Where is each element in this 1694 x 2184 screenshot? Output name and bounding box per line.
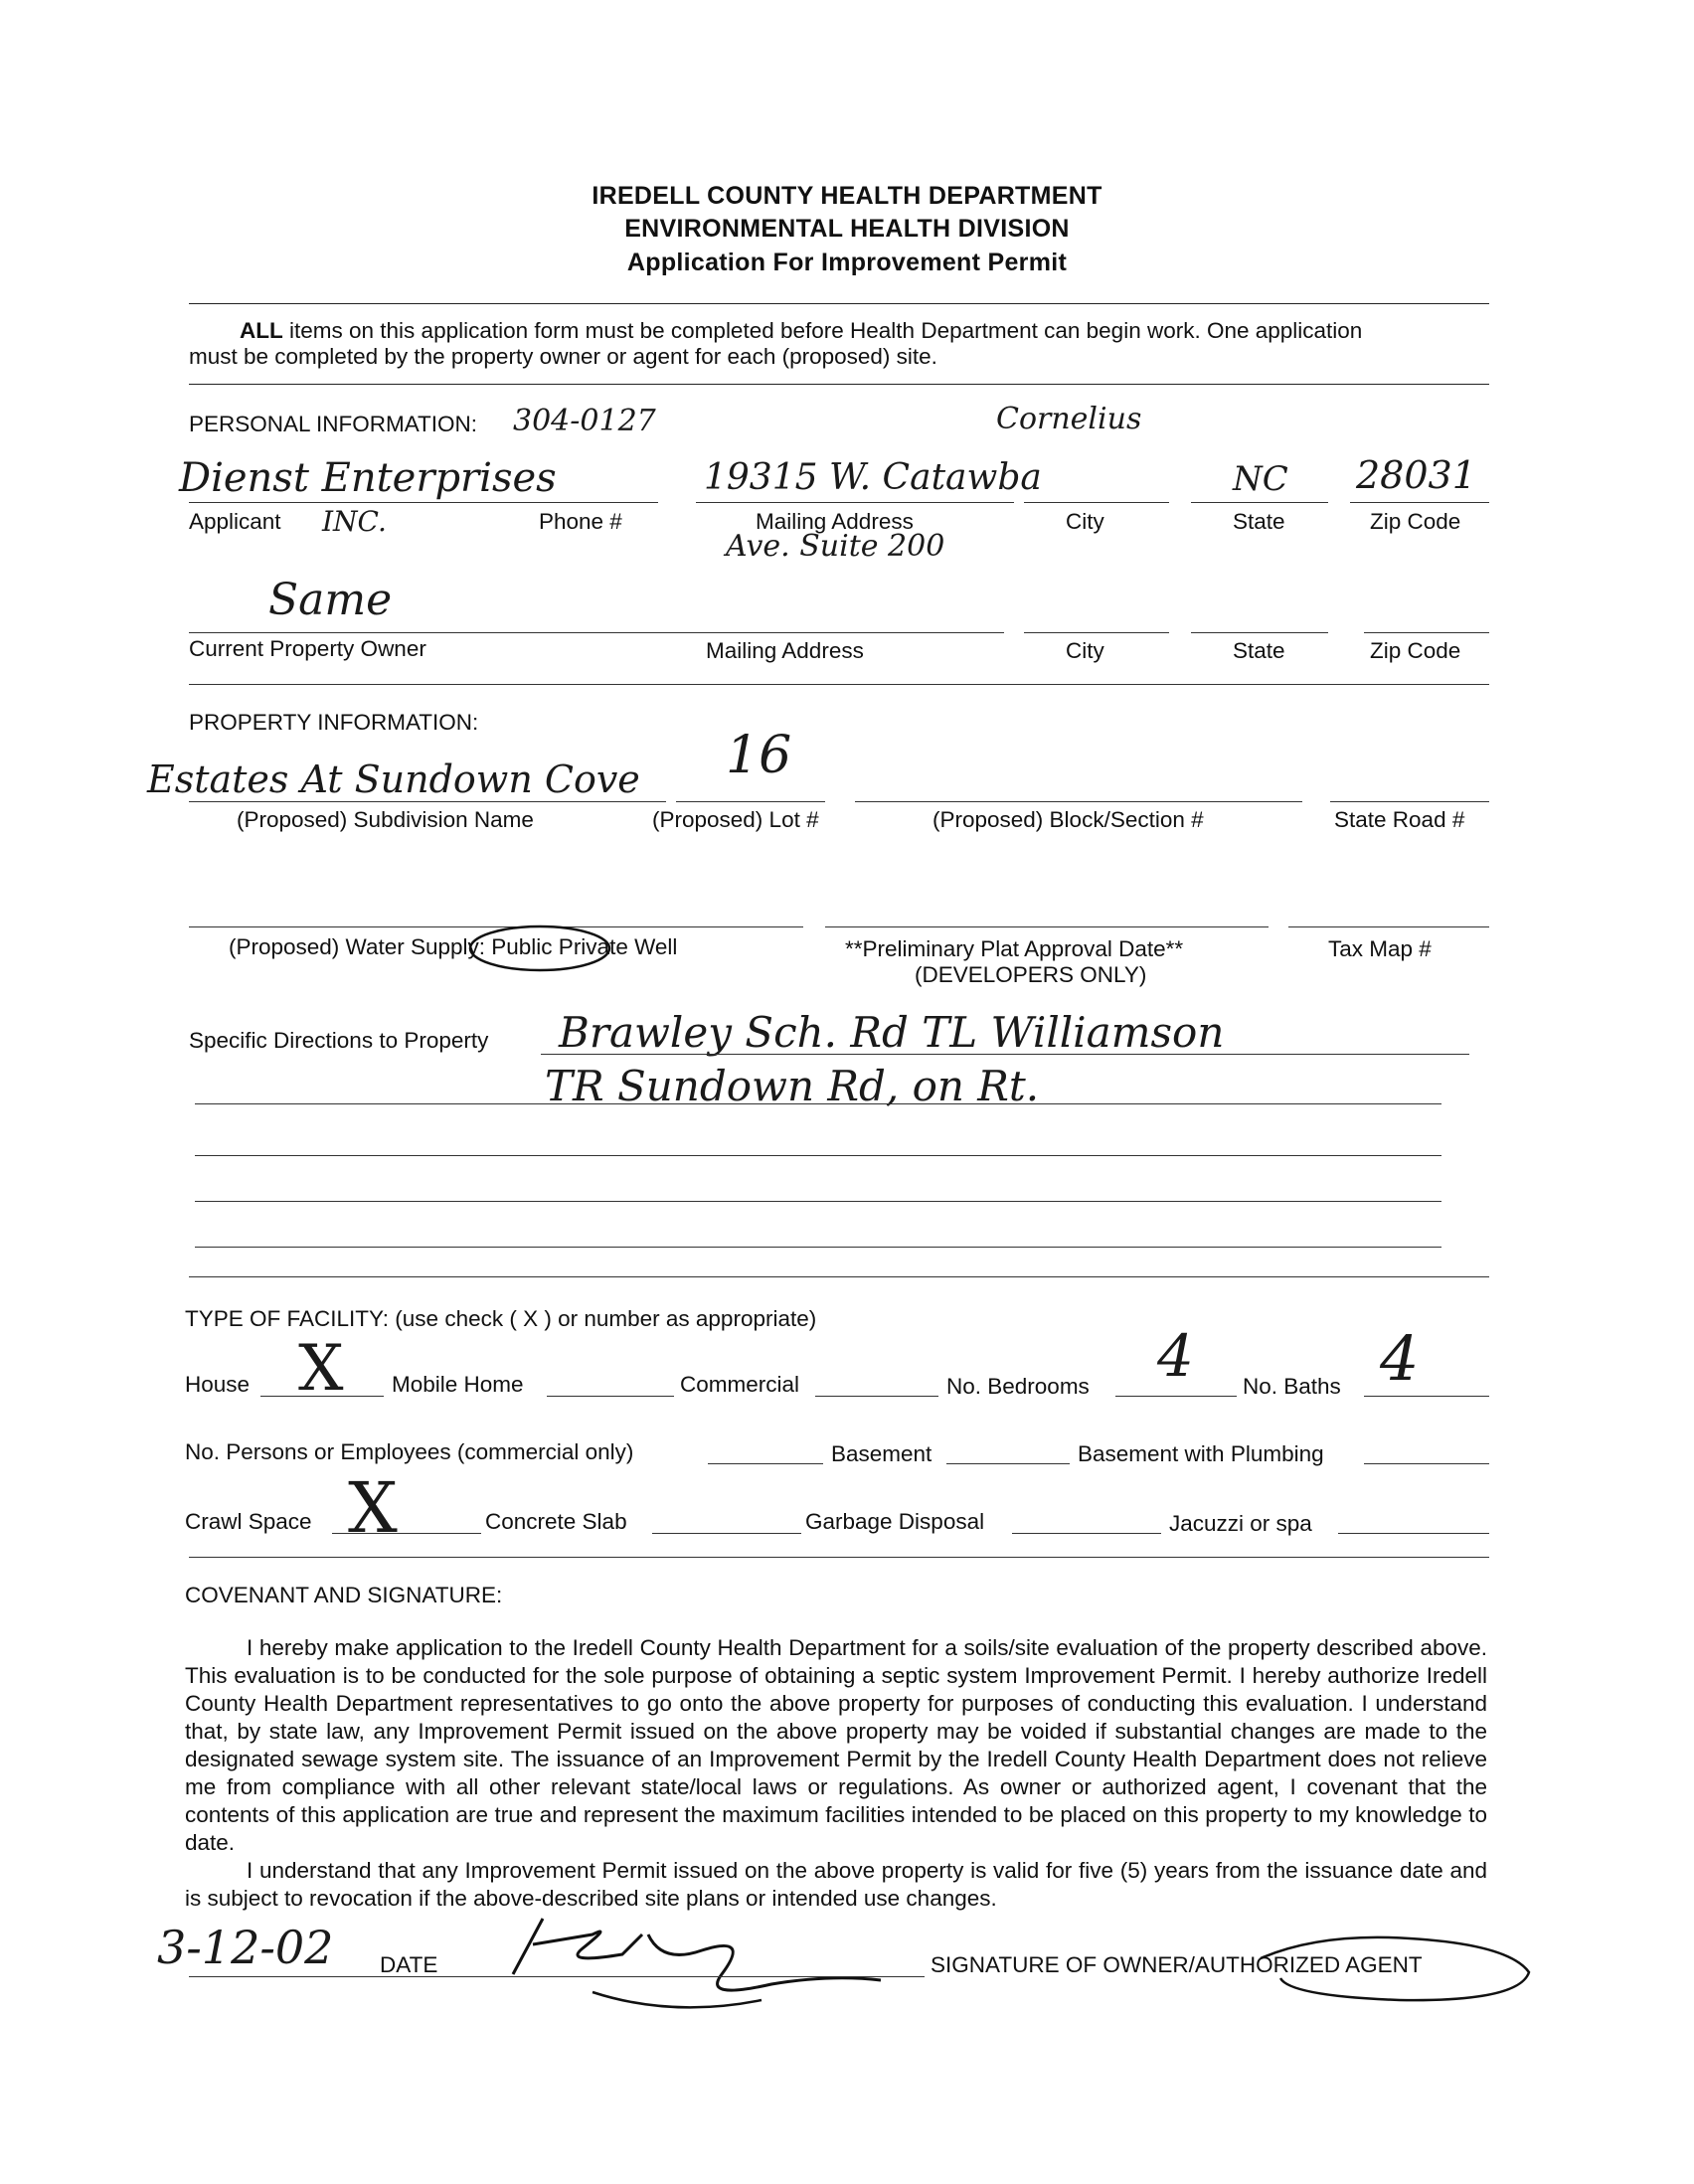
water-supply-label: (Proposed) Water Supply: Public Private Well bbox=[229, 934, 678, 959]
directions-line-2: TR Sundown Rd, on Rt. bbox=[545, 1062, 1040, 1110]
garbage-disposal-label: Garbage Disposal bbox=[805, 1509, 985, 1534]
signature-image bbox=[473, 1905, 940, 2024]
plat-label: **Preliminary Plat Approval Date** bbox=[845, 936, 1184, 961]
public-circle-mark bbox=[465, 921, 614, 976]
directions-label: Specific Directions to Property bbox=[189, 1028, 489, 1053]
intro-text-1: items on this application form must be completed before Health Department can begin work. One application bbox=[282, 318, 1363, 343]
header-title: IREDELL COUNTY HEALTH DEPARTMENT bbox=[592, 182, 1102, 210]
divider bbox=[189, 684, 1489, 685]
divider bbox=[189, 303, 1489, 304]
zip-line bbox=[1350, 502, 1489, 503]
house-check: X bbox=[298, 1332, 344, 1406]
basement-label: Basement bbox=[831, 1441, 932, 1466]
slab-line bbox=[652, 1533, 801, 1534]
lot-line bbox=[676, 801, 825, 802]
jacuzzi-label: Jacuzzi or spa bbox=[1169, 1511, 1312, 1536]
basement-plumbing-line bbox=[1364, 1463, 1489, 1464]
address-line-1: 19315 W. Catawba bbox=[704, 457, 1042, 498]
lot-label: (Proposed) Lot # bbox=[652, 807, 819, 832]
baths-value: 4 bbox=[1380, 1322, 1420, 1395]
owner-state-line bbox=[1191, 632, 1328, 633]
city-label: City bbox=[1066, 509, 1104, 534]
crawl-space-label: Crawl Space bbox=[185, 1509, 312, 1534]
header-division: ENVIRONMENTAL HEALTH DIVISION bbox=[624, 215, 1070, 243]
subdivision-value: Estates At Sundown Cove bbox=[147, 757, 640, 801]
divider bbox=[189, 1557, 1489, 1558]
state-value: NC bbox=[1233, 459, 1288, 499]
directions-line bbox=[195, 1201, 1441, 1202]
phone-label: Phone # bbox=[539, 509, 622, 534]
baths-label: No. Baths bbox=[1243, 1374, 1341, 1399]
covenant-heading: COVENANT AND SIGNATURE: bbox=[185, 1583, 503, 1607]
zip-value: 28031 bbox=[1356, 453, 1476, 497]
concrete-slab-label: Concrete Slab bbox=[485, 1509, 627, 1534]
covenant-paragraph-2: I understand that any Improvement Permit issued on the above property is valid for five (5) years from the issuance date and is subject to revocation if the above-described site plans or intended use changes. bbox=[185, 1858, 1487, 1911]
crawl-check: X bbox=[348, 1467, 398, 1549]
authorized-circle-mark bbox=[1241, 1929, 1539, 2008]
applicant-name: Dienst Enterprises bbox=[179, 455, 557, 501]
block-line bbox=[855, 801, 1302, 802]
subdivision-line bbox=[189, 801, 666, 802]
persons-label: No. Persons or Employees (commercial only) bbox=[185, 1439, 634, 1464]
date-value: 3-12-02 bbox=[157, 1921, 334, 1974]
divider bbox=[189, 1276, 1489, 1277]
signature-line bbox=[189, 1976, 925, 1977]
signature-label: SIGNATURE OF OWNER/AUTHORIZED AGENT bbox=[931, 1952, 1423, 1977]
owner-city-line bbox=[1024, 632, 1169, 633]
mobile-home-label: Mobile Home bbox=[392, 1372, 524, 1397]
baths-line bbox=[1364, 1396, 1489, 1397]
intro-line-1 bbox=[240, 318, 1362, 344]
owner-mailing-line bbox=[606, 632, 1004, 633]
taxmap-line bbox=[1288, 926, 1489, 927]
directions-line bbox=[541, 1054, 1469, 1055]
subdivision-label: (Proposed) Subdivision Name bbox=[237, 807, 534, 832]
road-label: State Road # bbox=[1334, 807, 1465, 832]
applicant-line bbox=[189, 502, 658, 503]
basement-plumbing-label: Basement with Plumbing bbox=[1078, 1441, 1324, 1466]
city-handwritten: Cornelius bbox=[996, 402, 1142, 436]
intro-line-2: must be completed by the property owner or agent for each (proposed) site. bbox=[189, 344, 937, 369]
owner-zip-line bbox=[1364, 632, 1489, 633]
owner-label: Current Property Owner bbox=[189, 636, 426, 661]
covenant-paragraph-1: I hereby make application to the Iredell County Health Department for a soils/site evaluation of the property described above. This evaluation is to be conducted for the sole purpose of obtaining a septic system Improvement Permit. I hereby authorize Iredell County Health Department representatives to go onto the above property for purposes of conducting this evaluation. I understand that, by state law, any Improvement Permit issued on the above property may be voided if substantial changes are made to the designated sewage system site. The issuance of an Improvement Permit by the Iredell County Health Department does not relieve me from compliance with all other relevant state/local laws or regulations. As owner or authorized agent, I covenant that the contents of this application are true and represent the maximum facilities intended to be placed on this property to my knowledge to date. bbox=[185, 1635, 1487, 1855]
mailing-label: Mailing Address bbox=[756, 509, 914, 534]
zip-label: Zip Code bbox=[1370, 509, 1461, 534]
property-heading: PROPERTY INFORMATION: bbox=[189, 710, 479, 735]
state-label: State bbox=[1233, 509, 1285, 534]
applicant-label: Applicant bbox=[189, 509, 281, 534]
owner-zip-label: Zip Code bbox=[1370, 638, 1461, 663]
jacuzzi-line bbox=[1338, 1533, 1489, 1534]
owner-value: Same bbox=[268, 575, 393, 625]
lot-value: 16 bbox=[726, 726, 792, 785]
owner-mailing-label: Mailing Address bbox=[706, 638, 864, 663]
mailing-line bbox=[696, 502, 1014, 503]
commercial-label: Commercial bbox=[680, 1372, 800, 1397]
road-line bbox=[1330, 801, 1489, 802]
house-label: House bbox=[185, 1372, 251, 1397]
divider bbox=[189, 384, 1489, 385]
plat-line bbox=[825, 926, 1269, 927]
city-line bbox=[1024, 502, 1169, 503]
date-label: DATE bbox=[380, 1952, 438, 1977]
state-line bbox=[1191, 502, 1328, 503]
ref-number-handwritten: 304-0127 bbox=[513, 404, 656, 438]
directions-line bbox=[195, 1103, 1441, 1104]
directions-line bbox=[195, 1155, 1441, 1156]
basement-line bbox=[946, 1463, 1070, 1464]
directions-line-1: Brawley Sch. Rd TL Williamson bbox=[559, 1008, 1225, 1057]
owner-city-label: City bbox=[1066, 638, 1104, 663]
bedrooms-value: 4 bbox=[1157, 1322, 1194, 1390]
applicant-name-2: INC. bbox=[322, 505, 387, 538]
directions-line bbox=[195, 1247, 1441, 1248]
developers-label: (DEVELOPERS ONLY) bbox=[915, 962, 1147, 987]
mobile-line bbox=[547, 1396, 674, 1397]
intro-lead: ALL bbox=[240, 318, 283, 343]
bedrooms-label: No. Bedrooms bbox=[946, 1374, 1090, 1399]
personal-heading: PERSONAL INFORMATION: bbox=[189, 412, 478, 436]
commercial-line bbox=[815, 1396, 938, 1397]
facility-heading: TYPE OF FACILITY: (use check ( X ) or number as appropriate) bbox=[185, 1306, 817, 1331]
garbage-line bbox=[1012, 1533, 1161, 1534]
address-line-2: Ave. Suite 200 bbox=[726, 529, 945, 564]
block-label: (Proposed) Block/Section # bbox=[932, 807, 1204, 832]
persons-line bbox=[708, 1463, 823, 1464]
taxmap-label: Tax Map # bbox=[1328, 936, 1432, 961]
header-form-name: Application For Improvement Permit bbox=[626, 249, 1068, 276]
owner-line bbox=[189, 632, 658, 633]
bedrooms-line bbox=[1115, 1396, 1237, 1397]
owner-state-label: State bbox=[1233, 638, 1285, 663]
